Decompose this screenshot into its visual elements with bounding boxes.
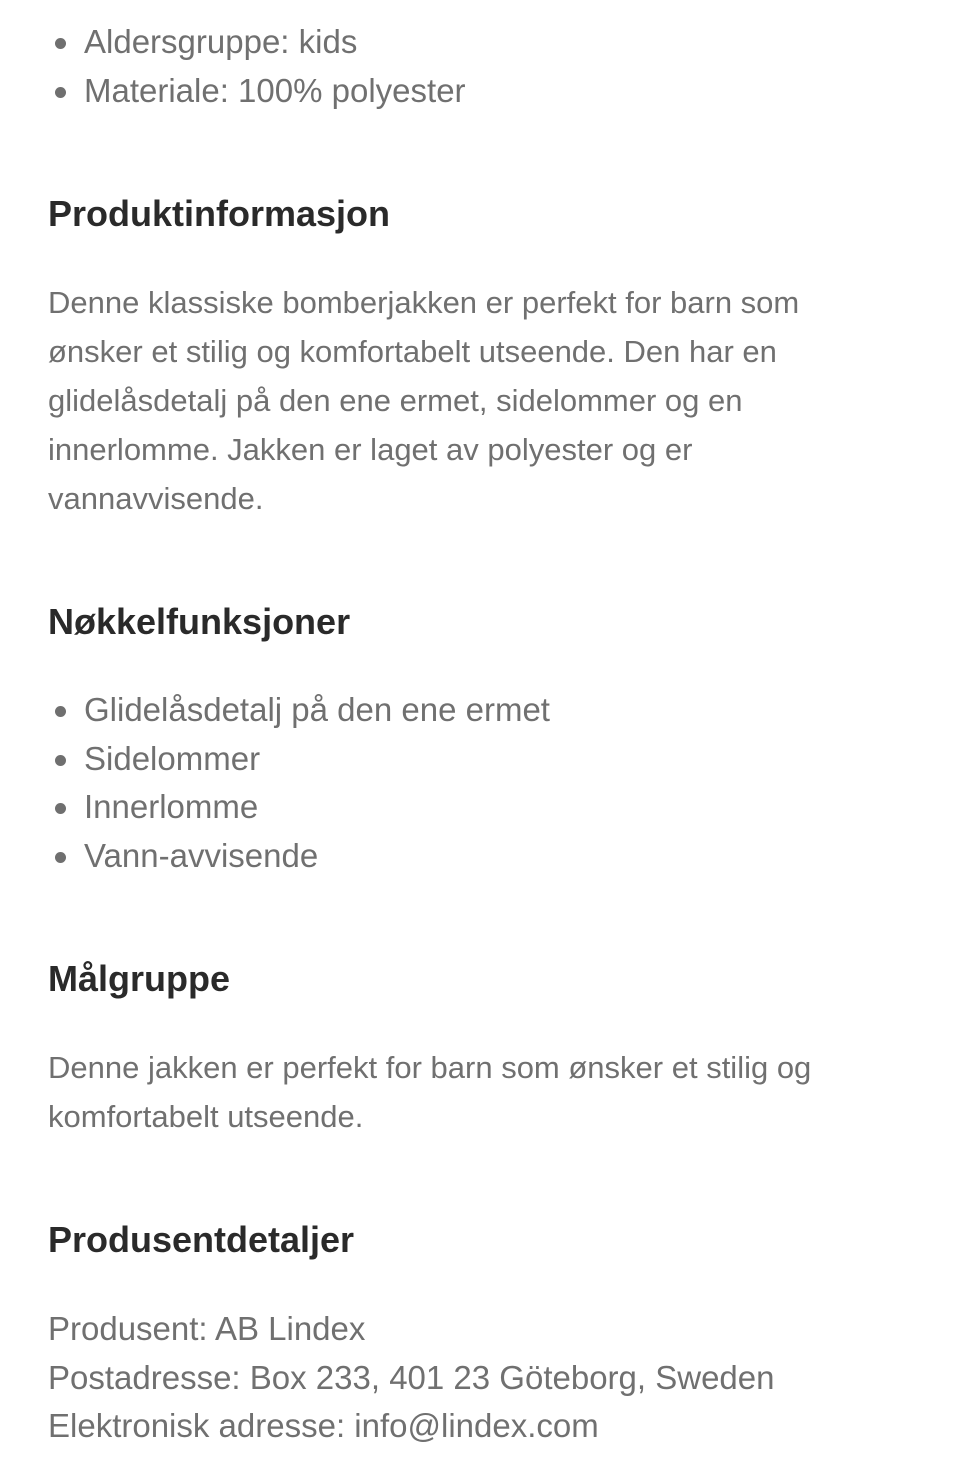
section-heading-manufacturer: Produsentdetaljer bbox=[48, 1219, 355, 1260]
manufacturer-name: Produsent: AB Lindex bbox=[48, 1310, 366, 1347]
list-item-age-group: Aldersgruppe: kids bbox=[84, 18, 466, 67]
section-heading-product-info: Produktinformasjon bbox=[48, 193, 391, 234]
manufacturer-postal-address: Postadresse: Box 233, 401 23 Göteborg, Sweden bbox=[48, 1358, 775, 1396]
list-item-feature: Glidelåsdetalj på den ene ermet bbox=[84, 686, 550, 735]
target-group-text: Denne jakken er perfekt for barn som ønsker et stilig og komfortabelt utseende. bbox=[48, 1050, 812, 1134]
list-item-feature: Sidelommer bbox=[84, 735, 550, 784]
product-attributes-list bbox=[48, 18, 466, 115]
product-info-text: Denne klassiske bomberjakken er perfekt for barn som ønsker et stilig og komfortabelt utseende. Den har en glidelåsdetalj på den ene ermet, sidelommer og en innerlomme. Jakken er laget av polyester og er vannavvisende. bbox=[48, 285, 800, 516]
section-heading-key-features: Nøkkelfunksjoner bbox=[48, 601, 351, 642]
list-item-material: Materiale: 100% polyester bbox=[84, 67, 466, 116]
list-item-feature: Innerlomme bbox=[84, 783, 550, 832]
manufacturer-details bbox=[48, 1305, 774, 1451]
list-item-feature: Vann-avvisende bbox=[84, 832, 550, 881]
section-heading-target-group: Målgruppe bbox=[48, 958, 231, 999]
manufacturer-email: Elektronisk adresse: info@lindex.com bbox=[48, 1407, 599, 1444]
key-features-list bbox=[48, 686, 550, 880]
